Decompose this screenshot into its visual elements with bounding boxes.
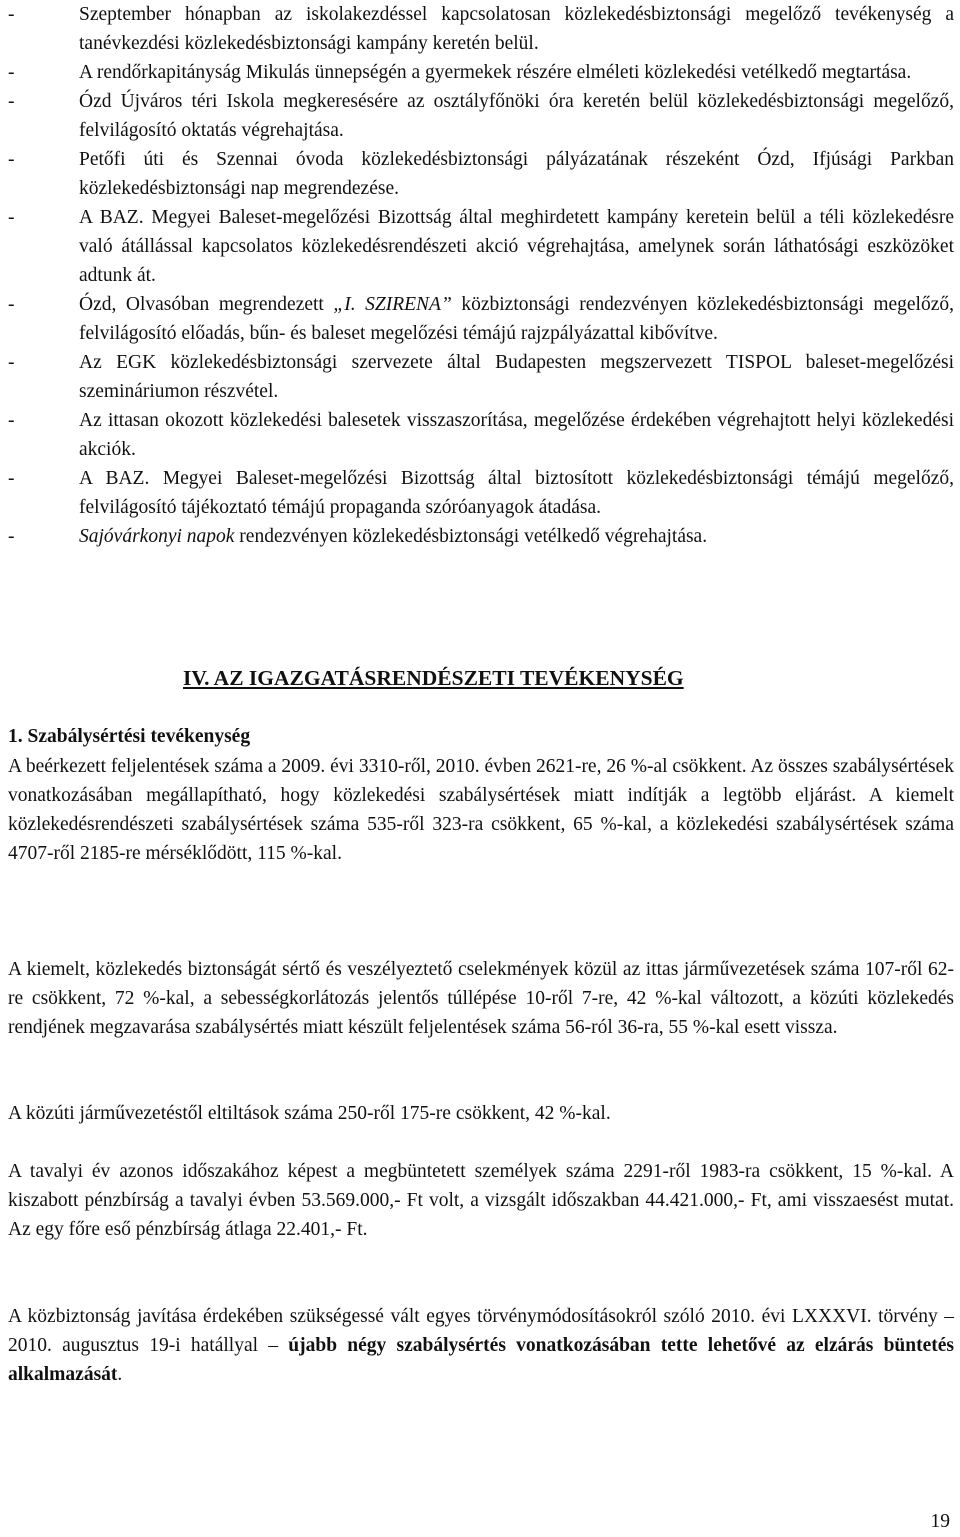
paragraph-fines: A tavalyi év azonos időszakához képest a megbüntetett személyek száma 2291-ről 1983-ra csökkent, 15 %-kal. A kiszabott pénzbírság a tavalyi évben 53.569.000,- Ft volt, a vizsgált időszakban 44.421.000,- Ft, ami visszaesést mutat. Az egy főre eső pénzbírság átlaga 22.401,- Ft. xyxy=(8,1161,954,1240)
section-title: IV. AZ IGAZGATÁSRENDÉSZETI TEVÉKENYSÉG xyxy=(183,666,684,690)
bullet-text: Ózd Újváros téri Iskola megkeresésére az osztályfőnöki óra keretén belül közlekedésbiztonsági megelőző, felvilágosító oktatás végrehajtása. xyxy=(79,91,954,141)
bullet-text: közbiztonsági rendezvényen közlekedésbiztonsági megelőző, felvilágosító előadás, bűn- és baleset megelőzési témájú rajzpályázattal kibővítve. xyxy=(79,294,954,344)
bullet-text: Az ittasan okozott közlekedési balesetek visszaszorítása, megelőzése érdekében végrehajtott helyi közlekedési akciók. xyxy=(79,410,954,460)
bullet-italic-text: Sajóvárkonyi napok xyxy=(79,526,235,547)
bullet-dash: - xyxy=(8,149,15,170)
bullet-text: Az EGK közlekedésbiztonsági szervezete által Budapesten megszervezett TISPOL baleset-megelőzési szemináriumon részvétel. xyxy=(79,352,954,402)
paragraph-law-amendment xyxy=(8,1302,954,1389)
subsection-title: 1. Szabálysértési tevékenység xyxy=(8,726,251,747)
bullet-text: Petőfi úti és Szennai óvoda közlekedésbiztonsági pályázatának részeként Ózd, Ifjúsági Parkban közlekedésbiztonsági nap megrendezése. xyxy=(79,149,954,199)
paragraph-license-bans: A közúti járművezetéstől eltiltások száma 250-ről 175-re csökkent, 42 %-kal. xyxy=(8,1103,611,1124)
bullet-item xyxy=(8,348,954,406)
law-amendment-lead: A közbiztonság javítása érdekében szükségessé vált egyes törvénymódosításokról szóló 2010. évi LXXXVI. törvény – 2010. augusztus 19-i hatállyal – xyxy=(8,1306,954,1356)
bullet-dash: - xyxy=(8,468,15,489)
bullet-text: rendezvényen közlekedésbiztonsági vetélkedő végrehajtása. xyxy=(234,526,708,547)
bullet-item xyxy=(8,203,954,290)
bullet-item xyxy=(8,406,954,464)
document-page xyxy=(8,0,954,1532)
law-amendment-emphasis: újabb négy szabálysértés vonatkozásában tette lehetővé az elzárás büntetés alkalmazását xyxy=(8,1335,954,1385)
bullet-dash: - xyxy=(8,294,15,315)
activity-bullet-list xyxy=(8,0,954,551)
bullet-item xyxy=(8,464,954,522)
bullet-text: Ózd, Olvasóban megrendezett xyxy=(79,294,334,315)
bullet-dash: - xyxy=(8,526,15,547)
law-amendment-tail: . xyxy=(117,1364,123,1385)
bullet-dash: - xyxy=(8,62,15,83)
bullet-dash: - xyxy=(8,410,15,431)
bullet-item xyxy=(8,522,954,551)
bullet-item xyxy=(8,0,954,58)
page-number: 19 xyxy=(930,1511,950,1532)
bullet-item xyxy=(8,145,954,203)
bullet-text: A BAZ. Megyei Baleset-megelőzési Bizottság által biztosított közlekedésbiztonsági témájú megelőző, felvilágosító tájékoztató témájú propaganda szóróanyagok átadása. xyxy=(79,468,954,518)
bullet-text: Szeptember hónapban az iskolakezdéssel kapcsolatosan közlekedésbiztonsági megelőző tevékenység a tanévkezdési közlekedésbiztonsági kampány keretén belül. xyxy=(79,4,954,54)
bullet-italic-text: „I. SZIRENA” xyxy=(333,294,452,315)
bullet-item xyxy=(8,58,954,87)
bullet-dash: - xyxy=(8,207,15,228)
bullet-item xyxy=(8,290,954,348)
bullet-dash: - xyxy=(8,4,15,25)
bullet-text: A BAZ. Megyei Baleset-megelőzési Bizottság által meghirdetett kampány keretein belül a téli közlekedésre való átállással kapcsolatos közlekedésrendészeti akció végrehajtása, amelynek során láthatósági eszközöket adtunk át. xyxy=(79,207,954,286)
bullet-dash: - xyxy=(8,352,15,373)
paragraph-dangerous-acts: A kiemelt, közlekedés biztonságát sértő és veszélyeztető cselekmények közül az ittas járművezetések száma 107-ről 62-re csökkent, 72 %-kal, a sebességkorlátozás jelentős túllépése 10-ről 7-re, 42 %-kal változott, a közúti közlekedés rendjének megzavarása szabálysértés miatt készült feljelentések száma 56-ról 36-ra, 55 %-kal esett vissza. xyxy=(8,959,954,1038)
paragraph-complaints: A beérkezett feljelentések száma a 2009. évi 3310-ről, 2010. évben 2621-re, 26 %-al csökkent. Az összes szabálysértések vonatkozásában megállapítható, hogy közlekedési szabálysértések miatt indítják a legtöbb eljárást. A kiemelt közlekedésrendészeti szabálysértések száma 535-ről 323-ra csökkent, 65 %-kal, a közlekedési szabálysértések száma 4707-ről 2185-re mérséklődött, 115 %-kal. xyxy=(8,756,954,864)
bullet-dash: - xyxy=(8,91,15,112)
bullet-item xyxy=(8,87,954,145)
bullet-text: A rendőrkapitányság Mikulás ünnepségén a gyermekek részére elméleti közlekedési vetélkedő megtartása. xyxy=(79,62,912,83)
